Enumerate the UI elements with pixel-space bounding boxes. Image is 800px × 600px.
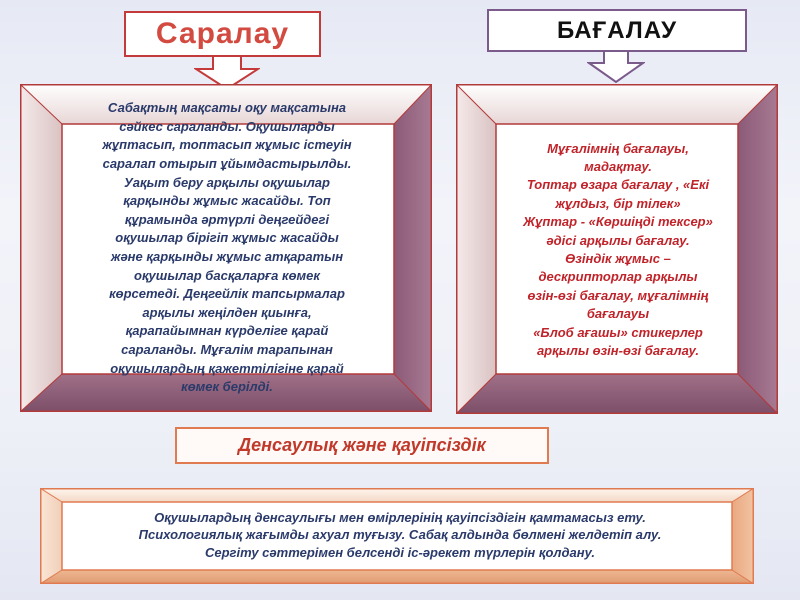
text-line: Топтар өзара бағалау , «Екі — [526, 177, 710, 193]
text-line: көмек берілді. — [181, 379, 273, 395]
text-line: дескрипторлар арқылы — [538, 269, 698, 285]
text-line: қарқынды жұмыс жасайды. Топ — [123, 193, 331, 209]
text-line: Уақыт беру арқылы оқушылар — [124, 174, 330, 190]
text-line: құрамында әртүрлі деңгейдегі — [124, 211, 330, 227]
text-line: Оқушылардың денсаулығы мен өмірлерінің қауіпсіздігін қамтамасыз ету. — [154, 509, 646, 525]
text-line: арқылы өзін-өзі бағалау. — [536, 343, 700, 359]
text-line: өзін-өзі бағалау, мұғалімнің — [527, 287, 709, 303]
bagalau-title: БАҒАЛАУ — [487, 9, 747, 52]
text-line: әдісі арқылы бағалау. — [546, 232, 690, 248]
text-line: жұлдыз, бір тілек» — [555, 195, 681, 211]
text-line: саралап отырып ұйымдастырылды. — [102, 156, 352, 172]
text-line: Сергіту сәттерімен белсенді іс-әрекет түрлерін қолдану. — [205, 544, 595, 560]
text-line: Өзіндік жұмыс – — [565, 251, 671, 266]
text-line: Мұғалімнің бағалауы, — [547, 140, 689, 156]
text-line: сараланды. Мұғалім тарапынан — [121, 341, 333, 357]
text-line: «Блоб ағашы» стикерлер — [533, 324, 703, 340]
text-line: оқушылар басқаларға көмек — [134, 267, 320, 283]
text-line: көрсетеді. Деңгейлік тапсырмалар — [109, 286, 345, 302]
health-description — [70, 505, 730, 565]
text-line: Психологиялық жағымды ахуал туғызу. Сабақ алдында бөлмені желдетіп алу. — [138, 527, 662, 543]
text-line: және қарқынды жұмыс атқаратын — [110, 249, 344, 264]
bagalau-description — [497, 130, 739, 370]
down-arrow-icon — [587, 51, 645, 83]
text-line: қарапайымнан күрделіге қарай — [125, 323, 329, 339]
saralau-description — [62, 98, 392, 398]
text-line: мадақтау. — [584, 158, 652, 174]
text-line: бағалауы — [586, 306, 650, 322]
text-line: Сабақтың мақсаты оқу мақсатына — [107, 100, 347, 116]
text-line: Жұптар - «Көршіңді тексер» — [523, 214, 713, 230]
text-line: оқушылардың қажеттілігіне қарай — [110, 360, 344, 376]
saralau-title: Саралау — [124, 11, 321, 57]
health-title: Денсаулық және қауіпсіздік — [175, 427, 549, 464]
text-line: оқушылар бірігіп жұмыс жасайды — [115, 230, 339, 246]
text-line: сәйкес сараланды. Оқушыларды — [119, 118, 335, 134]
text-line: жұптасып, топтасып жұмыс істеуін — [102, 137, 352, 153]
text-line: арқылы жеңілден қиынға, — [142, 304, 312, 320]
